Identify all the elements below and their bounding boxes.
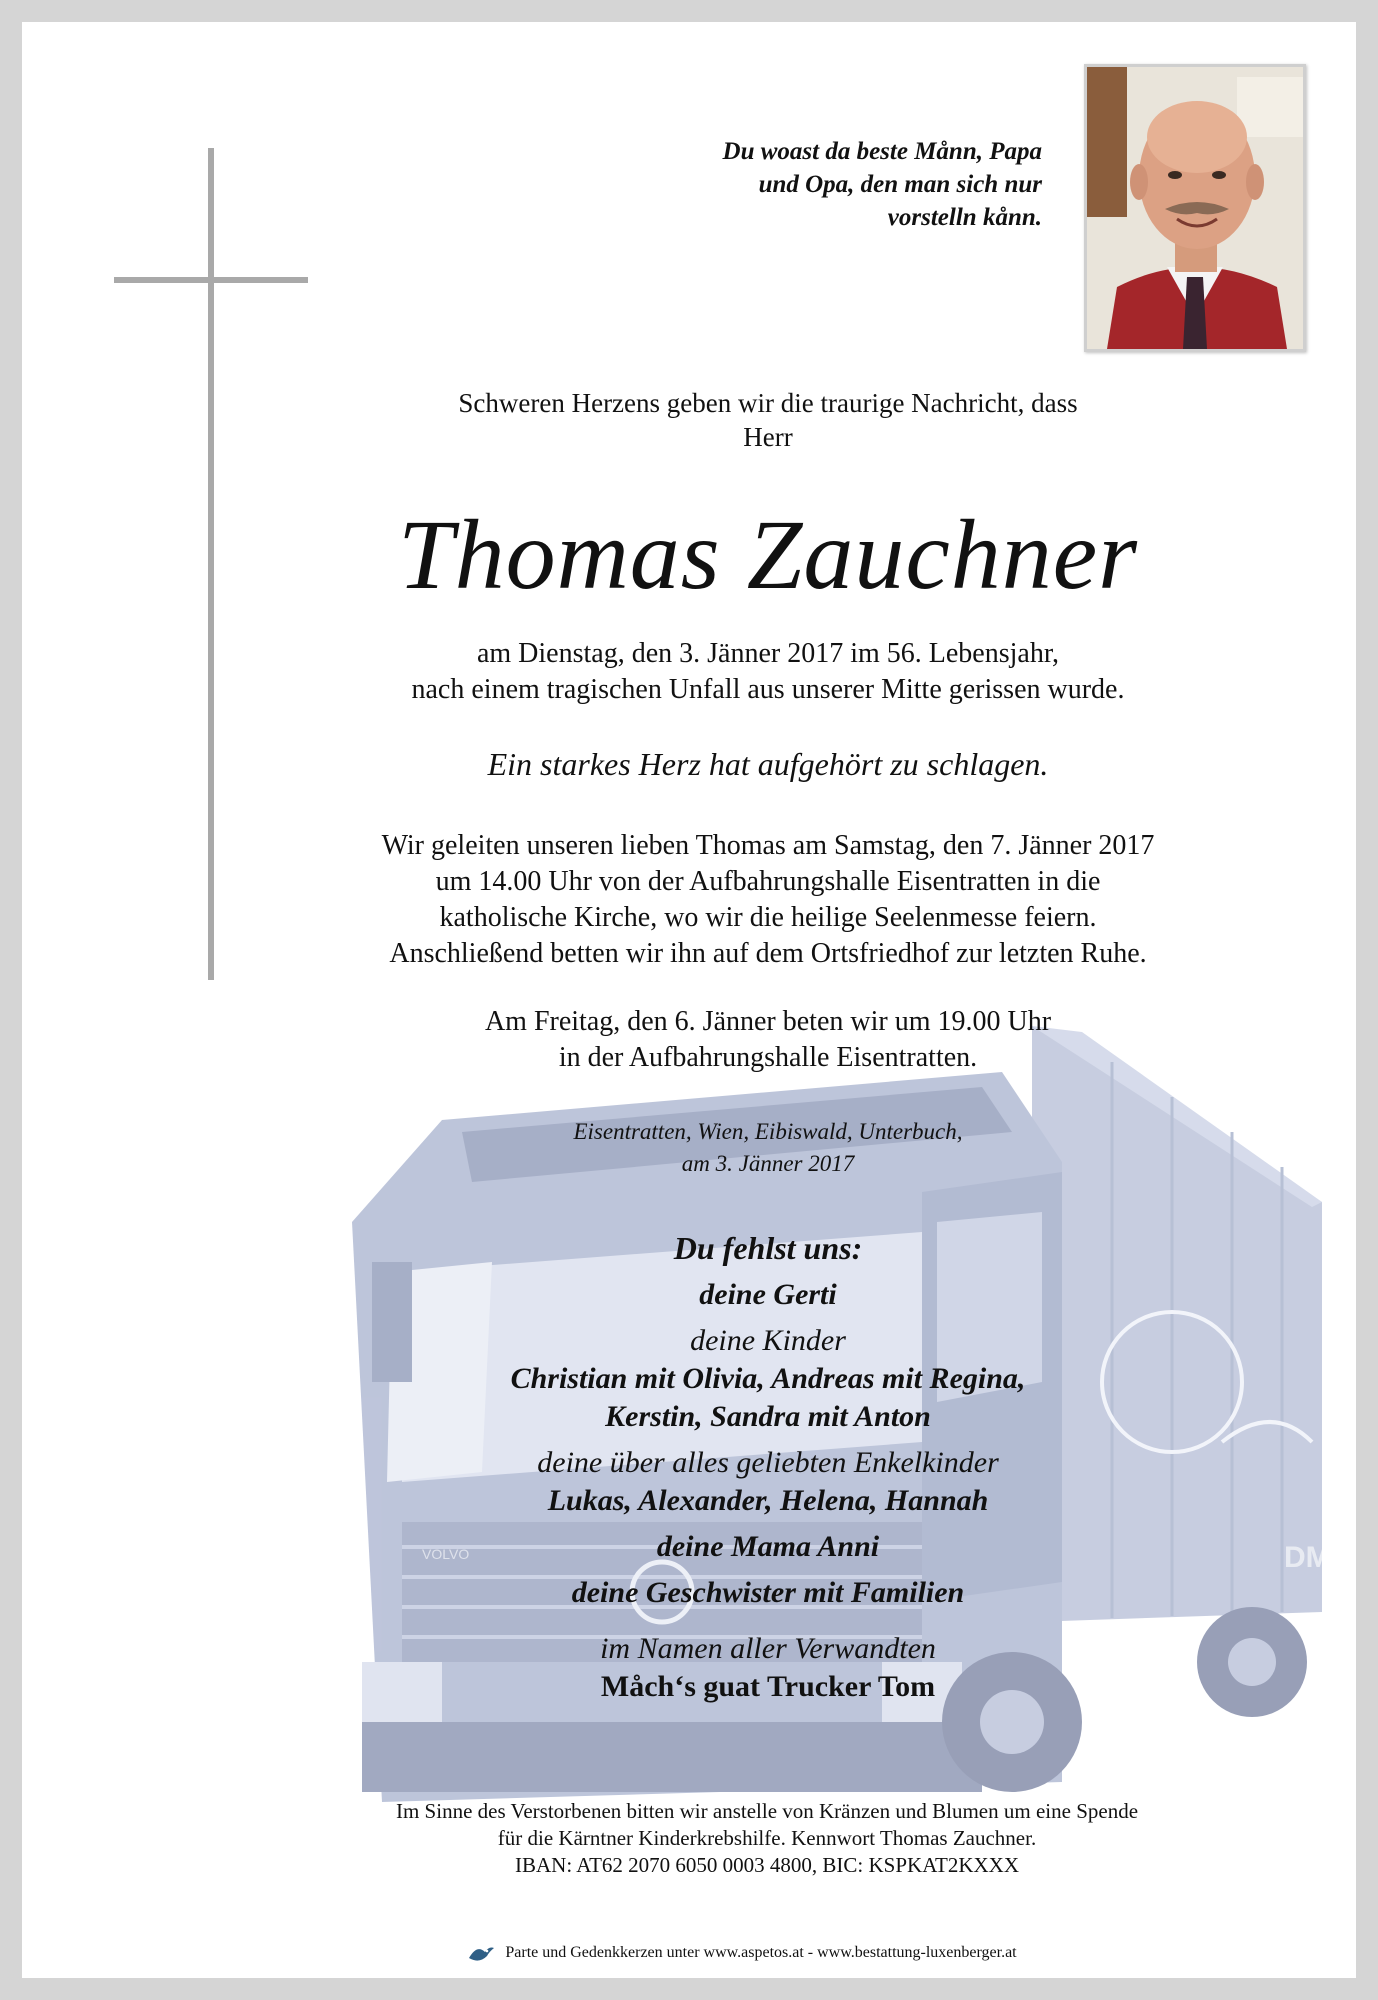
date-line: am 3. Jänner 2017 xyxy=(681,1151,855,1176)
mourners-list xyxy=(262,1228,1274,1706)
grandchildren-names: Lukas, Alexander, Helena, Hannah xyxy=(547,1484,989,1517)
mourner-wife: deine Gerti xyxy=(699,1278,837,1311)
donation-line: Im Sinne des Verstorbenen bitten wir anstelle von Kränzen und Blumen um eine Spende xyxy=(395,1799,1139,1823)
funeral-line: Wir geleiten unseren lieben Thomas am Samstag, den 7. Jänner 2017 xyxy=(381,830,1155,861)
death-line: am Dienstag, den 3. Jänner 2017 im 56. Lebensjahr, xyxy=(476,638,1060,669)
place-line: Eisentratten, Wien, Eibiswald, Unterbuch, xyxy=(573,1119,963,1144)
obituary-card xyxy=(22,22,1356,1978)
intro-text xyxy=(242,386,1294,454)
prayer-line: Am Freitag, den 6. Jänner beten wir um 19.00 Uhr xyxy=(484,1006,1052,1037)
place-and-date xyxy=(242,1116,1294,1180)
funeral-details xyxy=(242,828,1294,972)
intro-line: Herr xyxy=(743,422,793,452)
truck-trailer-text: DME xyxy=(1284,1541,1351,1574)
bird-logo-icon xyxy=(467,1942,495,1964)
funeral-line: um 14.00 Uhr von der Aufbahrungshalle Eisentratten in die xyxy=(435,866,1101,897)
prayer-details xyxy=(242,1004,1294,1076)
deceased-name: Thomas Zauchner xyxy=(397,499,1139,610)
cross-horizontal-bar xyxy=(114,277,308,283)
funeral-line: Anschließend betten wir ihn auf dem Ortsfriedhof zur letzten Ruhe. xyxy=(389,938,1147,969)
footer-links-text[interactable]: Parte und Gedenkkerzen unter www.aspetos.at - www.bestattung-luxenberger.at xyxy=(505,1944,1017,1961)
truck-grille-text: VOLVO xyxy=(422,1546,470,1562)
cross-vertical-bar xyxy=(208,148,214,980)
mourner-mother: deine Mama Anni xyxy=(656,1530,880,1563)
death-line: nach einem tragischen Unfall aus unserer Mitte gerissen wurde. xyxy=(411,674,1125,705)
grandchildren-label: deine über alles geliebten Enkelkinder xyxy=(537,1446,999,1479)
motto-line: Du woast da beste Månn, Papa xyxy=(722,138,1042,165)
intro-line: Schweren Herzens geben wir die traurige Nachricht, dass xyxy=(458,388,1078,418)
children-label: deine Kinder xyxy=(690,1324,846,1357)
motto-line: vorstelln kånn. xyxy=(887,204,1042,231)
prayer-line: in der Aufbahrungshalle Eisentratten. xyxy=(558,1042,978,1073)
children-names: Kerstin, Sandra mit Anton xyxy=(605,1400,931,1433)
footer xyxy=(422,1942,1062,1964)
mourner-siblings: deine Geschwister mit Familien xyxy=(571,1576,965,1609)
donation-line: für die Kärntner Kinderkrebshilfe. Kennwort Thomas Zauchner. xyxy=(497,1826,1037,1850)
portrait-photo xyxy=(1084,64,1306,352)
mourners-heading: Du fehlst uns: xyxy=(673,1230,863,1266)
farewell-line: Måch‘s guat Trucker Tom xyxy=(600,1670,936,1703)
motto xyxy=(582,135,1042,234)
death-notice xyxy=(242,636,1294,708)
memorial-quote: Ein starkes Herz hat aufgehört zu schlagen. xyxy=(487,746,1049,782)
donation-request xyxy=(182,1798,1352,1879)
children-names: Christian mit Olivia, Andreas mit Regina, xyxy=(510,1362,1026,1395)
motto-line: und Opa, den man sich nur xyxy=(758,171,1042,198)
portrait-image xyxy=(1087,67,1303,349)
bank-details: IBAN: AT62 2070 6050 0003 4800, BIC: KSPKAT2KXXX xyxy=(514,1853,1020,1877)
relatives-line: im Namen aller Verwandten xyxy=(600,1632,936,1665)
funeral-line: katholische Kirche, wo wir die heilige Seelenmesse feiern. xyxy=(439,902,1097,933)
